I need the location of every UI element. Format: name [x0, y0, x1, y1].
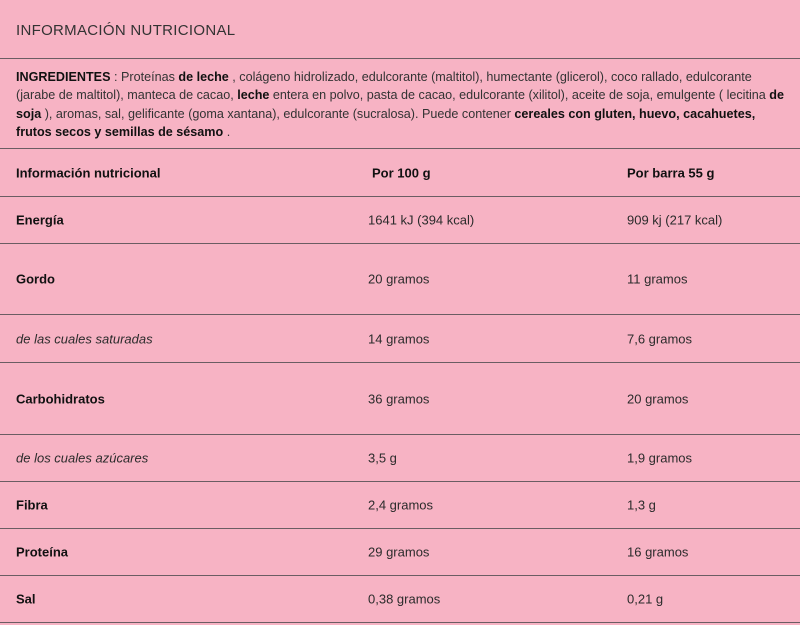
table-header-row [0, 149, 800, 196]
ingredients-part: , colágeno hidrolizado, edulcorante (maltitol), humectante (glicerol), coco rallado, edulcorante (jarabe de maltitol), manteca de cacao, [16, 70, 752, 103]
table-row [0, 197, 800, 243]
ingredients-sep: : [110, 70, 121, 84]
value-per-100g: 3,5 g [368, 450, 397, 466]
header-nutrition: Información nutricional [16, 165, 161, 180]
value-per-bar: 7,6 gramos [627, 331, 693, 346]
row-label: Proteína [16, 544, 69, 560]
table-row [0, 482, 800, 528]
divider [0, 622, 800, 623]
table-row [0, 363, 800, 434]
table-row [0, 315, 800, 362]
allergen-highlight: de soja [16, 88, 784, 121]
allergen-highlight: cereales con gluten, huevo, cacahuetes, frutos secos y semillas de sésamo [16, 106, 756, 140]
value-per-100g: 20 gramos [368, 271, 430, 287]
value-per-bar: 0,21 g [627, 591, 664, 607]
row-label: Carbohidratos [16, 391, 105, 406]
header-per-bar: Por barra 55 g [627, 165, 715, 180]
allergen-highlight: leche [237, 88, 270, 103]
value-per-100g: 29 gramos [368, 544, 430, 560]
divider [0, 58, 800, 59]
page-title: INFORMACIÓN NUTRICIONAL [16, 22, 236, 39]
value-per-bar: 11 gramos [627, 271, 688, 287]
row-label: Energía [16, 212, 64, 228]
value-per-bar: 1,9 gramos [627, 450, 693, 466]
value-per-100g: 14 gramos [368, 331, 430, 346]
table-row [0, 529, 800, 575]
ingredients-part: ), aromas, sal, gelificante (goma xantana), edulcorante (sucralosa). Puede contener [41, 106, 515, 121]
header-per-100g: Por 100 g [372, 165, 431, 180]
value-per-bar: 20 gramos [627, 391, 689, 406]
value-per-100g: 36 gramos [368, 391, 430, 406]
ingredients-text [16, 68, 786, 142]
value-per-bar: 16 gramos [627, 544, 689, 560]
row-label: Fibra [16, 497, 48, 513]
table-row [0, 435, 800, 481]
value-per-100g: 2,4 gramos [368, 497, 434, 513]
table-row [0, 244, 800, 314]
value-per-100g: 0,38 gramos [368, 591, 441, 607]
row-label: Sal [16, 591, 36, 607]
value-per-bar: 1,3 g [627, 497, 656, 513]
table-row [0, 576, 800, 622]
ingredients-part: Proteínas [120, 70, 179, 84]
allergen-highlight: de leche [178, 70, 229, 84]
row-label: de las cuales saturadas [16, 331, 153, 346]
ingredients-part: . [223, 125, 231, 140]
row-label: Gordo [16, 271, 55, 287]
value-per-100g: 1641 kJ (394 kcal) [368, 212, 475, 228]
row-label: de los cuales azúcares [16, 450, 149, 466]
ingredients-label: INGREDIENTES [16, 70, 111, 84]
ingredients-part: entera en polvo, pasta de cacao, edulcorante (xilitol), aceite de soja, emulgente ( lecitina [269, 88, 770, 103]
value-per-bar: 909 kj (217 kcal) [627, 212, 723, 228]
